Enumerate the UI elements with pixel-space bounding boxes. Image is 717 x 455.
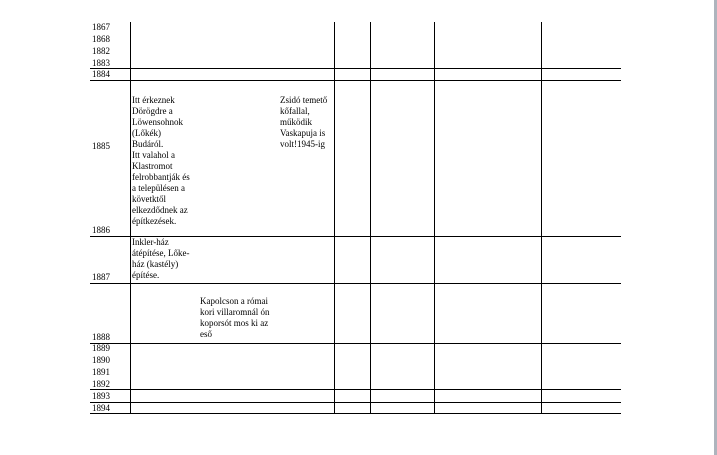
grid-hline bbox=[90, 389, 621, 390]
year-cell: 1867 bbox=[92, 22, 110, 32]
note-line: kori villaromnál ón bbox=[200, 307, 270, 317]
year-cell: 1883 bbox=[92, 58, 110, 68]
note-line: elkezdődnek az bbox=[132, 205, 188, 215]
year-cell: 1887 bbox=[92, 272, 110, 282]
year-cell: 1890 bbox=[92, 355, 110, 365]
grid-hline bbox=[90, 236, 621, 237]
note-line: építkezések. bbox=[132, 216, 177, 226]
year-cell: 1891 bbox=[92, 367, 110, 377]
note-line: átépítése, Lőke- bbox=[132, 248, 190, 258]
grid-hline bbox=[90, 80, 621, 81]
year-cell: 1892 bbox=[92, 379, 110, 389]
grid-hline bbox=[90, 343, 621, 344]
year-cell: 1884 bbox=[92, 69, 110, 79]
note-line: eső bbox=[200, 329, 212, 339]
note-line: Itt érkeznek bbox=[132, 95, 175, 105]
note-line: Inkler-ház bbox=[132, 237, 169, 247]
year-cell: 1882 bbox=[92, 46, 110, 56]
note-line: koporsót mos ki az bbox=[200, 318, 269, 328]
note-line: Vaskapuja is bbox=[280, 128, 326, 138]
note-line: Klastromot bbox=[132, 161, 173, 171]
note-line: Löwensohnok bbox=[132, 117, 183, 127]
note-line: Itt valahol a bbox=[132, 150, 175, 160]
note-line: Zsidó temető bbox=[280, 95, 328, 105]
year-cell: 1885 bbox=[92, 141, 110, 151]
note-line: (Lőkék) bbox=[132, 128, 161, 138]
note-line: építése. bbox=[132, 270, 160, 280]
year-cell: 1894 bbox=[92, 403, 110, 413]
note-line: felrobbantják és bbox=[132, 172, 190, 182]
year-cell: 1889 bbox=[92, 343, 110, 353]
year-cell: 1888 bbox=[92, 332, 110, 342]
note-line: Budáról. bbox=[132, 139, 164, 149]
note-line: volt!1945-ig bbox=[280, 139, 325, 149]
year-cell: 1893 bbox=[92, 391, 110, 401]
note-line: Kapolcson a római bbox=[200, 296, 268, 306]
grid-hline bbox=[90, 402, 621, 403]
note-line: Dörögdre a bbox=[132, 106, 173, 116]
note-line: kőfallal, bbox=[280, 106, 310, 116]
note-line: a településen a bbox=[132, 183, 185, 193]
note-line: ház (kastély) bbox=[132, 259, 179, 269]
note-line: követktől bbox=[132, 194, 166, 204]
grid-hline bbox=[90, 68, 621, 69]
note-line: működik bbox=[280, 117, 313, 127]
year-cell: 1886 bbox=[92, 225, 110, 235]
grid-hline bbox=[90, 413, 621, 414]
grid-hline bbox=[90, 283, 621, 284]
year-cell: 1868 bbox=[92, 34, 110, 44]
